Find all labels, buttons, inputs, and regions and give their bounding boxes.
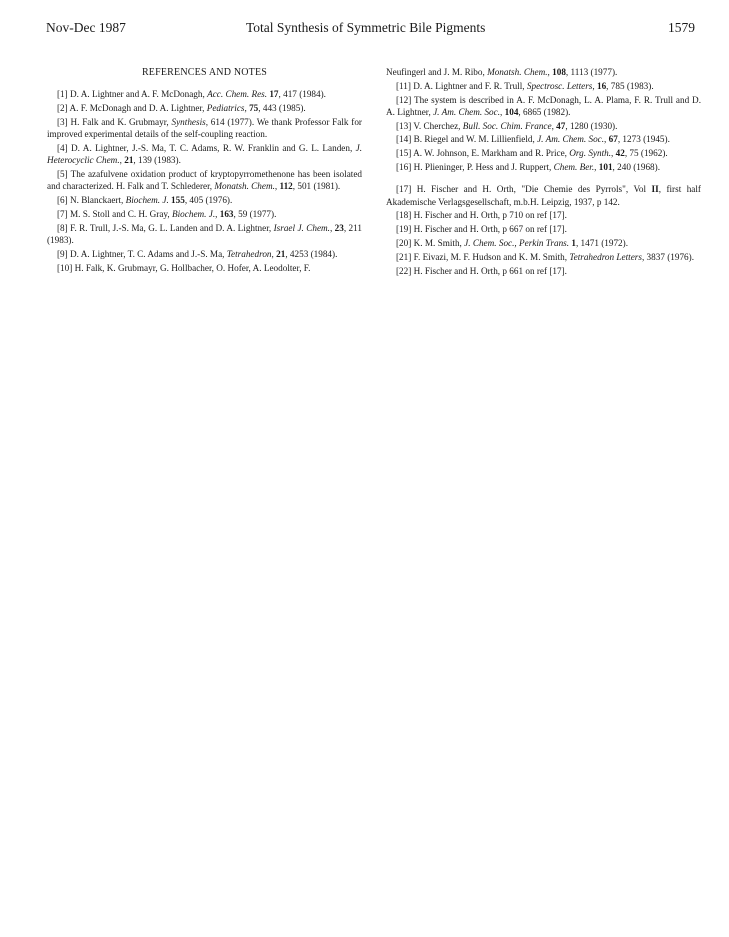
reference-item (386, 66, 701, 78)
reference-text: , 3837 (1976). (641, 251, 694, 262)
journal-name: Synthesis (171, 116, 206, 127)
journal-name: J. Chem. Soc., Perkin Trans. (464, 238, 570, 249)
reference-text: [12] The system is described in A. F. McDonagh, L. A. Plama, F. R. Trull and D. A. Lightner, (386, 94, 701, 117)
journal-name: Tetrahedron (226, 248, 272, 259)
reference-text: , (611, 148, 616, 159)
reference-text: Neufingerl and J. M. Ribo, (386, 67, 488, 77)
reference-item (386, 183, 701, 208)
reference-text: [22] H. Fischer and H. Orth, p 661 on ref [17]. (396, 265, 567, 276)
right-column (386, 66, 701, 278)
journal-name: Bull. Soc. Chim. France (462, 120, 552, 131)
reference-text: , 211 (1983). (47, 222, 362, 246)
reference-text: , (244, 103, 250, 114)
reference-text: [3] H. Falk and K. Grubmayr, (57, 116, 172, 127)
reference-item (386, 251, 701, 263)
reference-list-right (386, 66, 701, 277)
reference-text: [13] V. Cherchez, (396, 120, 463, 131)
volume-number: 17 (269, 89, 279, 100)
reference-item (47, 168, 362, 193)
reference-text: [18] H. Fischer and H. Orth, p 710 on ref [17]. (396, 210, 567, 221)
volume-number: 104 (504, 106, 519, 117)
reference-text: [20] K. M. Smith, (396, 238, 465, 249)
reference-text: [16] H. Plieninger, P. Hess and J. Ruppert, (396, 162, 554, 173)
journal-name: Tetrahedron Letters (569, 251, 642, 262)
reference-item (47, 208, 362, 220)
reference-text: [6] N. Blanckaert, (57, 195, 126, 206)
reference-text: [10] H. Falk, K. Grubmayr, G. Hollbacher, O. Hofer, A. Leodolter, F. (57, 262, 311, 273)
volume-number: 67 (608, 134, 618, 145)
reference-text: [5] The azafulvene oxidation product of kryptopyrromethenone has been isolated and characterized. H. Falk and T. Schlederer, (47, 169, 362, 192)
reference-text: [17] H. Fischer and H. Orth, "Die Chemie des Pyrrols", Vol (396, 184, 652, 195)
volume-number: 75 (249, 103, 259, 114)
reference-text: [21] F. Eivazi, M. F. Hudson and K. M. Smith, (396, 251, 570, 262)
reference-item (386, 161, 701, 173)
reference-text: , 501 (1981). (292, 181, 341, 192)
section-title: REFERENCES AND NOTES (141, 67, 268, 78)
journal-name: Biochem. J. (172, 208, 216, 219)
reference-item (47, 194, 362, 206)
reference-text: , 614 (1977). We thank Professor Falk for improved experimental details of the self-coupling reaction. (47, 116, 362, 140)
reference-text: [2] A. F. McDonagh and D. A. Lightner, (57, 103, 207, 114)
reference-text: , (119, 155, 125, 166)
reference-text: , 417 (1984). (278, 89, 326, 100)
left-column (47, 66, 362, 275)
reference-item (386, 223, 701, 235)
reference-text: , 139 (1983). (133, 155, 181, 166)
journal-name: Monatsh. Chem. (487, 67, 548, 77)
reference-text: , 1113 (1977). (565, 67, 618, 77)
volume-number: 108 (552, 67, 566, 77)
journal-name: Biochem. J. (125, 195, 169, 206)
reference-text: , (604, 134, 609, 145)
journal-name: Spectrosc. Letters (526, 80, 593, 91)
reference-item (386, 147, 701, 159)
reference-item (47, 222, 362, 247)
issue-date: Nov-Dec 1987 (46, 20, 126, 35)
reference-text: , (547, 67, 553, 77)
volume-number: 112 (279, 181, 293, 192)
reference-item (47, 88, 362, 100)
volume-number: 163 (219, 208, 234, 219)
reference-item (47, 116, 362, 141)
reference-list-left (47, 88, 362, 274)
reference-text: , 443 (1985). (258, 103, 306, 114)
reference-text: [15] A. W. Johnson, E. Markham and R. Price, (396, 148, 570, 159)
reference-text: [7] M. S. Stoll and C. H. Gray, (57, 208, 173, 219)
reference-item (386, 94, 701, 119)
reference-item (386, 80, 701, 92)
journal-name: J. Am. Chem. Soc. (537, 134, 605, 145)
reference-text: [19] H. Fischer and H. Orth, p 667 on ref [17]. (396, 224, 567, 235)
reference-text: [14] B. Riegel and W. M. Lillienfield, (396, 134, 538, 145)
journal-name: Pediatrics (206, 103, 245, 114)
reference-text: , 1471 (1972). (575, 238, 628, 249)
reference-text: , first half Akademische Verlagsgesellschaft, m.b.H. Leipzig, 1937, p 142. (386, 184, 701, 207)
reference-text: , 1280 (1930). (565, 120, 618, 131)
reference-text: [9] D. A. Lightner, T. C. Adams and J.-S. Ma, (57, 248, 227, 259)
reference-text: [11] D. A. Lightner and F. R. Trull, (396, 80, 527, 91)
volume-number: 47 (556, 120, 566, 131)
journal-name: Org. Synth. (569, 148, 612, 159)
reference-item (386, 237, 701, 249)
reference-text: , (500, 106, 505, 117)
reference-text: , 6865 (1982). (518, 106, 571, 117)
reference-item (386, 209, 701, 221)
journal-name: Chem. Ber. (553, 162, 595, 173)
volume-number: 101 (598, 162, 613, 173)
volume-number: 21 (124, 155, 134, 166)
volume-number: 155 (171, 195, 185, 206)
journal-name: Monatsh. Chem. (214, 181, 275, 192)
reference-text: , (594, 162, 599, 173)
reference-text: , 75 (1962). (624, 148, 668, 159)
reference-item (386, 120, 701, 132)
running-header (46, 20, 695, 40)
volume-number: 42 (615, 148, 625, 159)
reference-text: [1] D. A. Lightner and A. F. McDonagh, (57, 89, 208, 100)
reference-text: , (215, 208, 220, 219)
journal-name: J. Am. Chem. Soc. (433, 106, 501, 117)
page-number: 1579 (668, 20, 695, 35)
journal-name: Israel J. Chem. (273, 222, 330, 233)
volume-number: 1 (571, 238, 576, 249)
reference-text: , (329, 222, 335, 233)
reference-text: , (592, 80, 597, 91)
volume-number: II (651, 184, 659, 195)
journal-name: Acc. Chem. Res. (207, 89, 268, 100)
reference-text: , 785 (1983). (606, 80, 654, 91)
reference-text: [8] F. R. Trull, J.-S. Ma, G. L. Landen and D. A. Lightner, (57, 222, 274, 233)
reference-item (386, 265, 701, 277)
reference-item (47, 248, 362, 260)
reference-text: , 405 (1976). (184, 195, 233, 206)
reference-text: , (274, 181, 280, 192)
volume-number: 21 (276, 248, 286, 259)
reference-text: , 240 (1968). (612, 162, 661, 173)
reference-text: , (271, 248, 277, 259)
reference-text: , (551, 120, 557, 131)
reference-item (386, 133, 701, 145)
reference-text: [4] D. A. Lightner, J.-S. Ma, T. C. Adams, R. W. Franklin and G. L. Landen, (57, 142, 356, 153)
reference-item (47, 262, 362, 274)
running-title: Total Synthesis of Symmetric Bile Pigments (246, 20, 486, 35)
journal-name: J. Heterocyclic Chem. (47, 142, 362, 166)
reference-item (47, 142, 362, 167)
reference-text: , 59 (1977). (233, 208, 277, 219)
volume-number: 23 (334, 222, 344, 233)
reference-item (47, 102, 362, 114)
volume-number: 16 (596, 80, 607, 91)
reference-text: , 4253 (1984). (285, 248, 338, 259)
reference-text: , 1273 (1945). (617, 134, 670, 145)
